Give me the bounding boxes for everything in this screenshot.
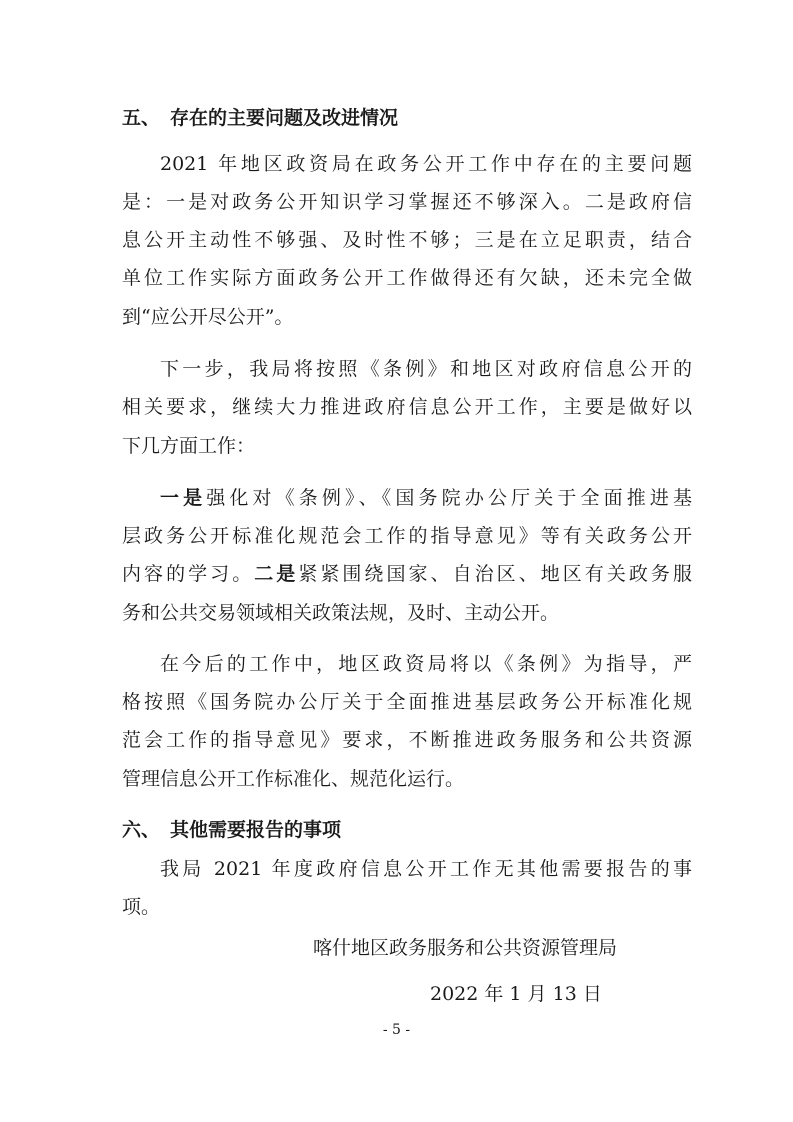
text-span: 强化对《条例》、《国务院办公厅关于全面推进基 <box>206 487 692 509</box>
signature-date: 2022 年 1 月 13 日 <box>430 983 602 1005</box>
section-5-heading <box>122 106 692 130</box>
text-line: 项。 <box>122 896 161 918</box>
section-5-title: 存在的主要问题及改进情况 <box>170 107 399 129</box>
text-line: 到“应公开尽公开”。 <box>122 306 294 328</box>
section-6-title: 其他需要报告的事项 <box>170 819 342 841</box>
text-line: 息公开主动性不够强、及时性不够；三是在立足职责，结合 <box>122 229 692 251</box>
text-line: 务和公共交易领域相关政策法规，及时、主动公开。 <box>122 602 560 624</box>
text-line <box>160 486 692 510</box>
signature-organization: 喀什地区政务服务和公共资源管理局 <box>313 937 618 959</box>
text-line: 2021 年地区政资局在政务公开工作中存在的主要问题 <box>160 153 692 175</box>
text-line: 下几方面工作： <box>122 435 256 457</box>
page-number: - 5 - <box>382 1022 411 1038</box>
text-line: 相关要求，继续大力推进政府信息公开工作，主要是做好以 <box>122 396 692 418</box>
text-line <box>122 562 692 586</box>
section-5-number: 五、 <box>122 107 161 129</box>
text-line: 层政务公开标准化规范会工作的指导意见》等有关政务公开 <box>122 525 692 547</box>
lead-first: 一是 <box>160 487 207 509</box>
text-line: 在今后的工作中，地区政资局将以《条例》为指导，严 <box>160 653 692 675</box>
text-line: 管理信息公开工作标准化、规范化运行。 <box>122 768 465 790</box>
text-span: 紧紧围绕国家、自治区、地区有关政务服 <box>298 563 692 585</box>
text-line: 单位工作实际方面政务公开工作做得还有欠缺，还未完全做 <box>122 267 692 289</box>
text-line: 我局 2021 年度政府信息公开工作无其他需要报告的事 <box>160 858 692 880</box>
text-line: 是：一是对政务公开知识学习掌握还不够深入。二是政府信 <box>122 191 692 213</box>
text-line: 格按照《国务院办公厅关于全面推进基层政务公开标准化规 <box>122 691 692 713</box>
text-line: 范会工作的指导意见》要求，不断推进政务服务和公共资源 <box>122 729 692 751</box>
lead-second: 二是 <box>254 563 299 585</box>
section-6-heading <box>122 818 692 842</box>
section-6-number: 六、 <box>122 819 161 841</box>
text-span: 内容的学习。 <box>122 563 255 585</box>
text-line: 下一步，我局将按照《条例》和地区对政府信息公开的 <box>160 358 692 380</box>
